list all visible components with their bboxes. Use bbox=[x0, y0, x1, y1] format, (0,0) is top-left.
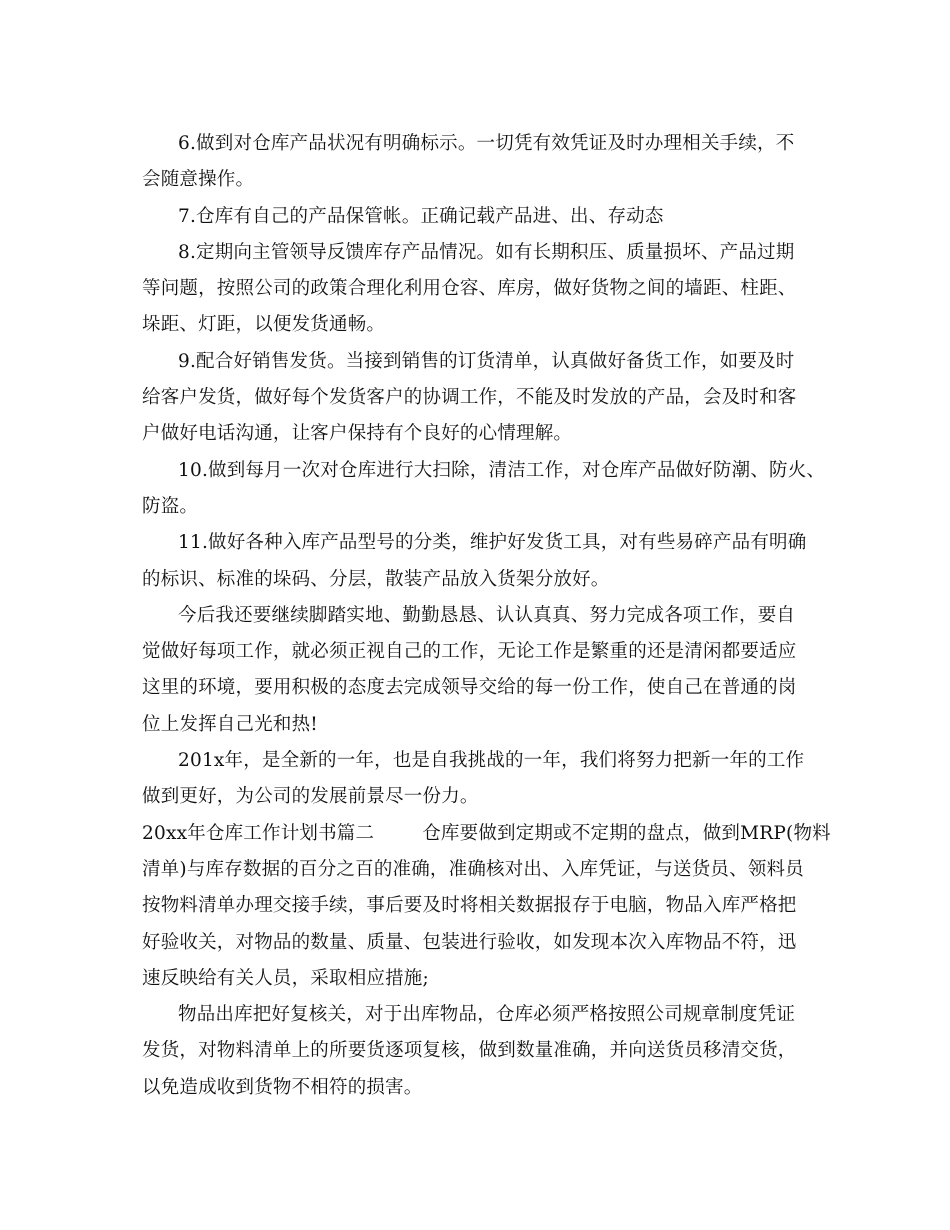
text-line: 防盗。 bbox=[142, 495, 199, 517]
text-line: 垛距、灯距，以便发货通畅。 bbox=[142, 314, 386, 336]
text-line: 这里的环境，要用积极的态度去完成领导交给的每一份工作，使自己在普通的岗 bbox=[142, 677, 797, 699]
text-line: 发货，对物料清单上的所要货逐项复核，做到数量准确，并向送货员移清交货， bbox=[142, 1040, 797, 1062]
text-line: 速反映给有关人员，采取相应措施; bbox=[142, 967, 429, 989]
text-line: 7.仓库有自己的产品保管帐。正确记载产品进、出、存动态 bbox=[178, 205, 664, 227]
text-line: 给客户发货，做好每个发货客户的协调工作，不能及时发放的产品，会及时和客 bbox=[142, 387, 797, 409]
document-body bbox=[142, 126, 831, 1106]
text-line: 8.定期向主管领导反馈库存产品情况。如有长期积压、质量损坏、产品过期 bbox=[178, 241, 795, 263]
text-line: 仓库要做到定期或不定期的盘点，做到MRP(物料 bbox=[422, 822, 831, 844]
text-line: 清单)与库存数据的百分之百的准确，准确核对出、入库凭证，与送货员、领料员 bbox=[142, 858, 804, 880]
text-line: 物品出库把好复核关，对于出库物品，仓库必须严格按照公司规章制度凭证 bbox=[178, 1004, 796, 1026]
text-line: 位上发挥自己光和热! bbox=[142, 713, 318, 735]
text-line: 做到更好，为公司的发展前景尽一份力。 bbox=[142, 786, 479, 808]
section-heading-line bbox=[142, 816, 831, 852]
text-line: 今后我还要继续脚踏实地、勤勤恳恳、认认真真、努力完成各项工作，要自 bbox=[178, 604, 796, 626]
text-line: 10.做到每月一次对仓库进行大扫除，清洁工作，对仓库产品做好防潮、防火、 bbox=[178, 459, 826, 481]
text-line: 以免造成收到货物不相符的损害。 bbox=[142, 1076, 423, 1098]
text-line: 的标识、标准的垛码、分层，散装产品放入货架分放好。 bbox=[142, 568, 610, 590]
section-heading: 20xx年仓库工作计划书篇二 bbox=[142, 822, 375, 844]
text-line: 会随意操作。 bbox=[142, 169, 255, 191]
text-line: 等问题，按照公司的政策合理化利用仓容、库房，做好货物之间的墙距、柱距、 bbox=[142, 278, 797, 300]
text-line: 按物料清单办理交接手续，事后要及时将相关数据报存于电脑，物品入库严格把 bbox=[142, 895, 797, 917]
text-line: 好验收关，对物品的数量、质量、包装进行验收，如发现本次入库物品不符，迅 bbox=[142, 931, 797, 953]
text-line: 11.做好各种入库产品型号的分类，维护好发货工具，对有些易碎产品有明确 bbox=[178, 532, 807, 554]
text-line: 6.做到对仓库产品状况有明确标示。一切凭有效凭证及时办理相关手续，不 bbox=[178, 133, 795, 154]
text-line: 户做好电话沟通，让客户保持有个良好的心情理解。 bbox=[142, 423, 573, 445]
text-line: 觉做好每项工作，就必须正视自己的工作，无论工作是繁重的还是清闲都要适应 bbox=[142, 641, 797, 663]
text-line: 201x年，是全新的一年，也是自我挑战的一年，我们将努力把新一年的工作 bbox=[178, 750, 805, 772]
text-line: 9.配合好销售发货。当接到销售的订货清单，认真做好备货工作，如要及时 bbox=[178, 350, 795, 372]
